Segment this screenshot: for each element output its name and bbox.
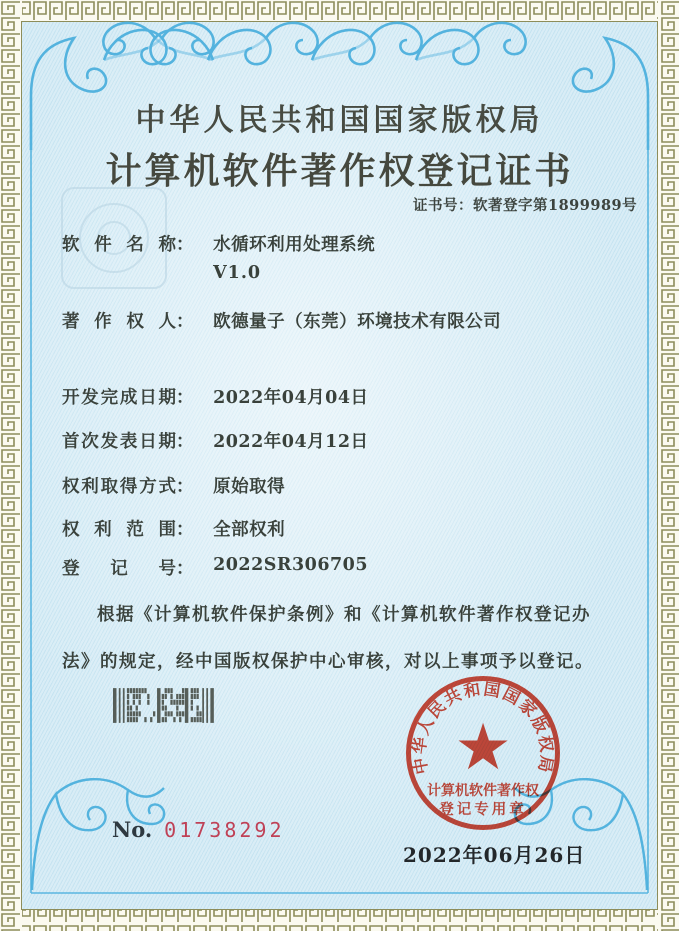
registration-number: 2022SR306705	[213, 555, 369, 575]
right-scope: 全部权利	[213, 520, 286, 540]
field-label: 开发完成日期	[62, 388, 176, 408]
field-colon: ：	[176, 235, 194, 255]
registration-statement: 根据《计算机软件保护条例》和《计算机软件著作权登记办法》的规定，经中国版权保护中心审核，对以上事项予以登记。	[62, 605, 594, 672]
field-colon: ：	[176, 477, 194, 497]
field-copyright-owner	[62, 308, 501, 333]
field-right-scope	[62, 516, 285, 541]
field-label: 登记号	[62, 559, 176, 579]
software-name: 水循环利用处理系统	[213, 235, 376, 255]
certificate-number-value: 软著登字第1899989号	[473, 197, 638, 214]
field-label: 著作权人	[62, 312, 176, 332]
software-version: V1.0	[213, 263, 262, 283]
field-software-name	[62, 231, 375, 283]
seal-ring-text-path: 中华人民共和国国家版权局	[409, 679, 557, 776]
field-label: 首次发表日期	[62, 432, 176, 452]
field-colon: ：	[176, 559, 194, 579]
field-first-publish-date	[62, 428, 369, 453]
serial-number-line	[112, 817, 284, 842]
field-registration-number	[62, 555, 368, 580]
field-label: 权利取得方式	[62, 477, 176, 497]
star-icon: ★	[454, 711, 512, 785]
field-label: 软件名称	[62, 235, 176, 255]
field-label: 权利范围	[62, 520, 176, 540]
serial-number: 01738292	[164, 818, 285, 842]
issuing-authority-title: 中华人民共和国国家版权局	[135, 103, 544, 138]
first-publish-date: 2022年04月12日	[213, 432, 369, 452]
field-colon: ：	[176, 388, 194, 408]
field-colon: ：	[176, 520, 194, 540]
certificate-number-label: 证书号：	[413, 197, 473, 214]
right-acquisition: 原始取得	[213, 477, 286, 497]
official-red-seal	[397, 667, 569, 839]
field-right-acquisition	[62, 473, 285, 498]
certificate-number-line	[413, 194, 637, 215]
copyright-owner: 欧德量子（东莞）环境技术有限公司	[213, 312, 502, 332]
completion-date: 2022年04月04日	[213, 388, 369, 408]
pdf417-barcode	[113, 688, 215, 723]
issue-date: 2022年06月26日	[403, 843, 586, 867]
field-colon: ：	[176, 432, 194, 452]
field-colon: ：	[176, 312, 194, 332]
certificate-title: 计算机软件著作权登记证书	[105, 150, 574, 192]
seal-line2: 登记专用章	[439, 802, 527, 818]
field-completion-date	[62, 384, 369, 409]
seal-line1: 计算机软件著作权	[427, 784, 539, 799]
field-value	[213, 231, 375, 283]
serial-prefix: No.	[112, 817, 153, 842]
